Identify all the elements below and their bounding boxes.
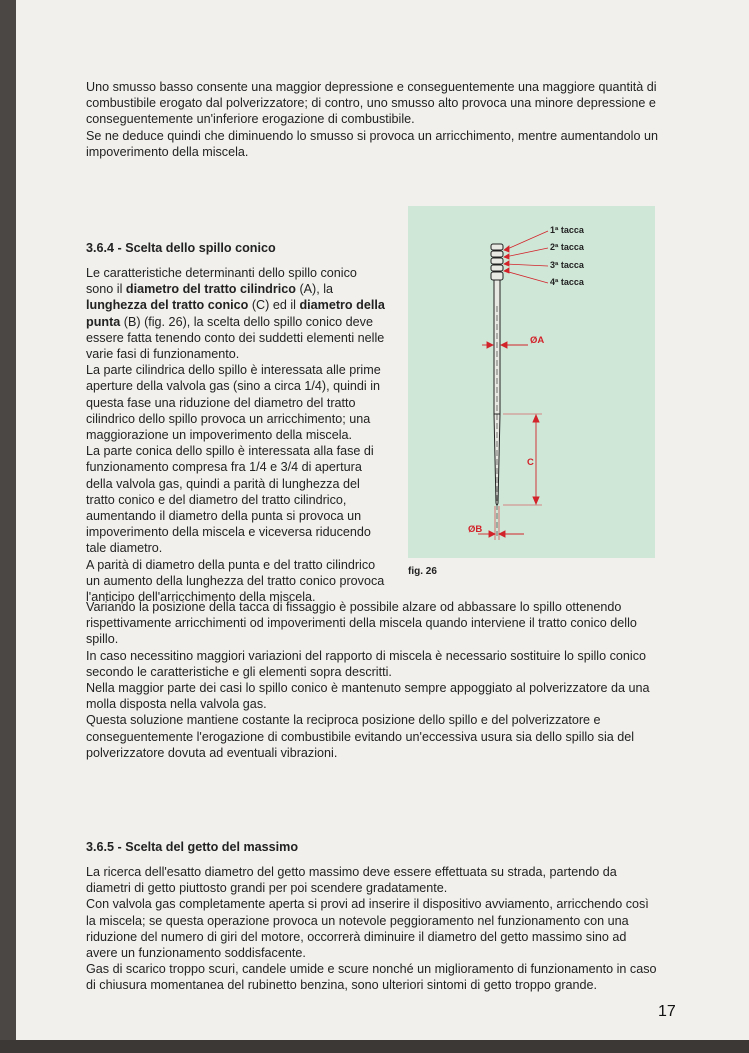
intro-text	[86, 79, 660, 160]
section-364-paragraph-6: In caso necessitino maggiori variazioni del rapporto di miscela è necessario sostituire lo spillo conico secondo le caratteristiche e gli elementi sopra descritti.	[86, 648, 646, 679]
intro-paragraph-2: Se ne deduce quindi che diminuendo lo smusso si provoca un arricchimento, mentre aumentandolo un impoverimento della miscela.	[86, 128, 658, 159]
section-365-text	[86, 864, 660, 994]
section-365-heading: 3.6.5 - Scelta del getto del massimo	[86, 840, 299, 854]
figure-26	[408, 206, 655, 558]
section-365-paragraph-3: Gas di scarico troppo scuri, candele umide e scure nonché un miglioramento di funzionamento in caso di chiusura momentanea del rubinetto benzina, sono ulteriori sintomi di getto troppo grande.	[86, 962, 657, 993]
section-365-paragraph-1: La ricerca dell'esatto diametro del getto massimo deve essere effettuata su strada, partendo da diametri di getto piuttosto grandi per poi scendere gradatamente.	[86, 865, 617, 896]
page-bottom-shadow	[0, 1040, 749, 1053]
dimension-a	[482, 342, 528, 348]
dimension-c	[503, 414, 542, 505]
page-binding-shadow	[0, 0, 16, 1053]
needle-diagram	[408, 206, 655, 558]
section-364-heading: 3.6.4 - Scelta dello spillo conico	[86, 241, 276, 255]
section-364-continued	[86, 599, 660, 761]
section-364-paragraph-8: Questa soluzione mantiene costante la reciproca posizione dello spillo e del polverizzatore e conseguentemente l'erogazione di combustibile evitando un'eccessiva usura sia dello spillo sia del polverizzatore dovuta ad eventuali vibrazioni.	[86, 713, 635, 760]
dimension-c-label: C	[527, 457, 534, 468]
intro-paragraph-1: Uno smusso basso consente una maggior depressione e conseguentemente una maggiore quantità di combustibile erogato dal polverizzatore; di contro, uno smusso alto provoca una minore depressione e conseguentemente un'inferiore erogazione di combustibile.	[86, 80, 657, 127]
notch-leaders	[504, 231, 548, 283]
section-364-paragraph-1: Le caratteristiche determinanti dello spillo conico sono il diametro del tratto cilindrico (A), la lunghezza del tratto conico (C) ed il diametro della punta (B) (fig. 26), la scelta dello spillo conico deve essere fatta tenendo conto dei suddetti elementi nelle varie fasi di funzionamento.	[86, 266, 385, 362]
section-364-paragraph-7: Nella maggior parte dei casi lo spillo conico è mantenuto sempre appoggiato al polverizzatore da una molla disposta nella valvola gas.	[86, 681, 650, 712]
needle-head	[491, 244, 503, 280]
dimension-a-label: ØA	[530, 335, 545, 346]
figure-caption: fig. 26	[408, 566, 437, 577]
notch-label-1: 1ª tacca	[550, 225, 584, 235]
dimension-b	[478, 506, 524, 540]
section-364-column	[86, 265, 386, 605]
section-364-paragraph-4: A parità di diametro della punta e del tratto cilindrico un aumento della lunghezza del tratto conico provoca l'anticipo dell'arricchimento della miscela.	[86, 557, 385, 605]
notch-label-3: 3ª tacca	[550, 260, 584, 270]
section-365-paragraph-2: Con valvola gas completamente aperta si provi ad inserire il dispositivo avviamento, arricchendo così la miscela; se questa operazione provoca un notevole peggioramento nel funzionamento con una riduzione del numero di giri del motore, occorrerà diminuire il diametro del getto massimo sino ad avere un funzionamento soddisfacente.	[86, 897, 649, 961]
page-number: 17	[658, 1003, 676, 1020]
dimension-b-label: ØB	[468, 524, 483, 535]
section-364-paragraph-2: La parte cilindrica dello spillo è interessata alle prime aperture della valvola gas (sino a circa 1/4), quindi in questa fase una riduzione del diametro del tratto cilindrico dello spillo provoca un arricchimento; una maggiorazione un impoverimento della miscela.	[86, 363, 381, 443]
notch-label-2: 2ª tacca	[550, 242, 584, 252]
notch-label-4: 4ª tacca	[550, 277, 584, 287]
section-364-paragraph-3: La parte conica dello spillo è interessata alla fase di funzionamento compresa fra 1/4 e 3/4 di apertura della valvola gas, quindi a parità di lunghezza del tratto conico e del diametro del tratto cilindrico, aumentando il diametro della punta si provoca un impoverimento della miscela e viceversa riducendo tale diametro.	[86, 444, 374, 556]
section-364-paragraph-5: Variando la posizione della tacca di fissaggio è possibile alzare od abbassare lo spillo ottenendo rispettivamente arricchimenti od impoverimenti della miscela quando interviene il tratto conico dello spillo.	[86, 600, 637, 647]
